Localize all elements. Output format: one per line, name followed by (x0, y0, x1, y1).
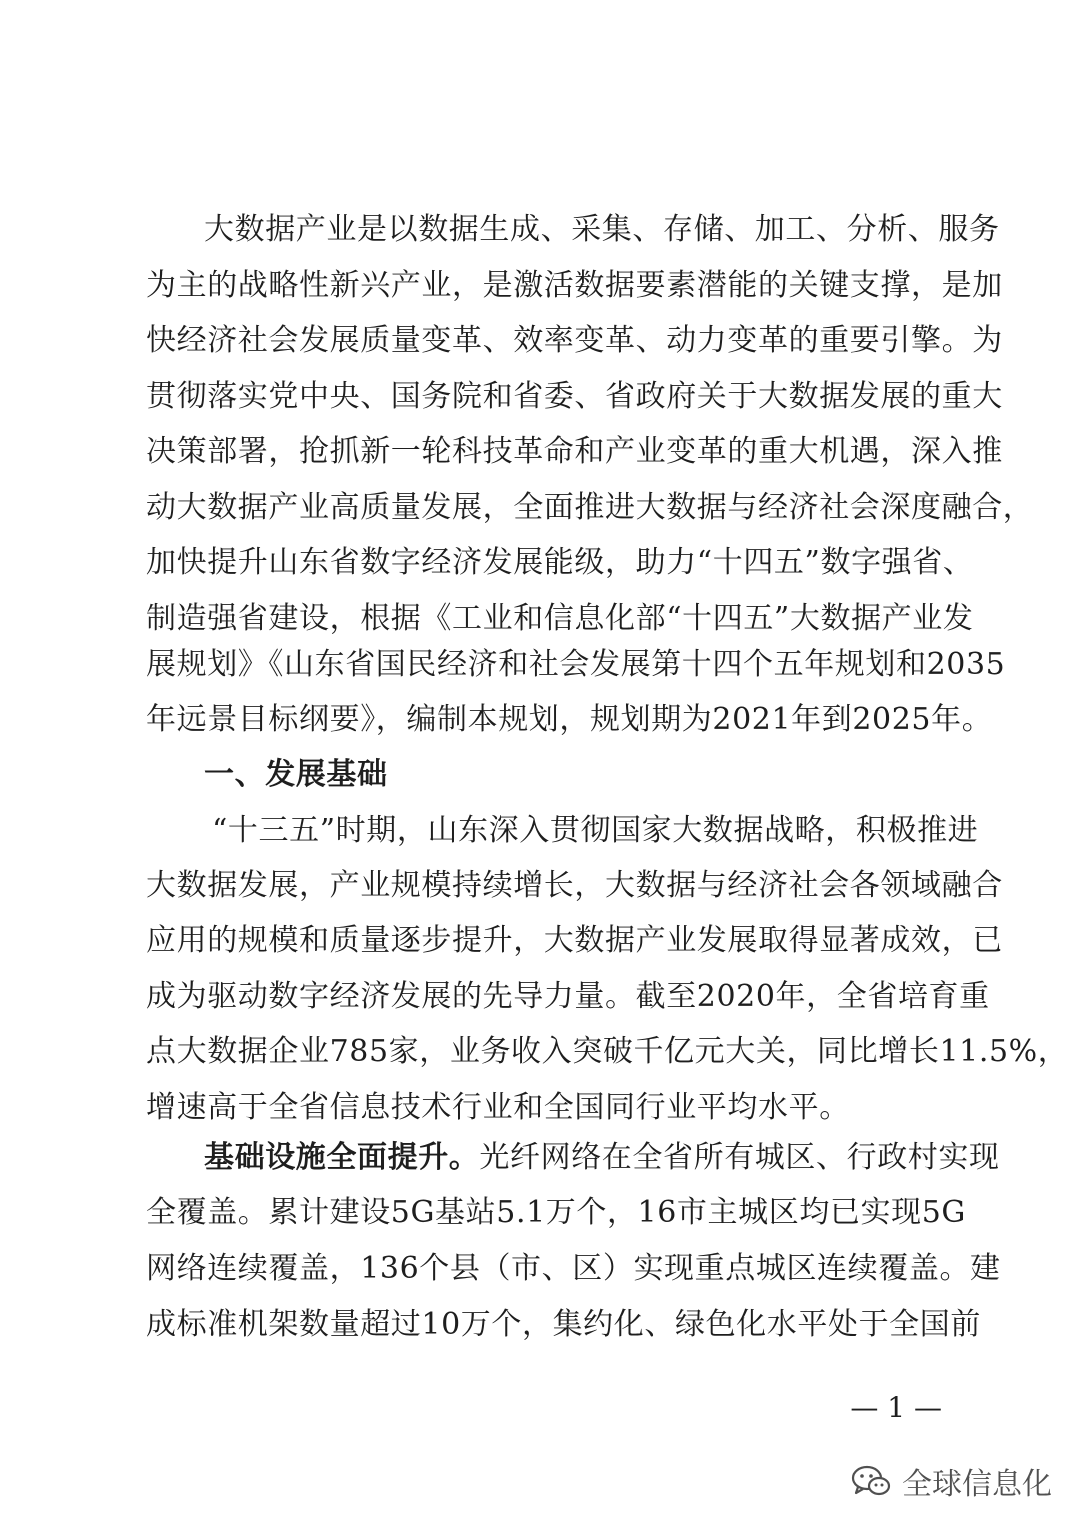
paragraph-line: 展规划》《山东省国民经济和社会发展第十四个五年规划和2035 (146, 647, 1006, 682)
paragraph-line: “十三五”时期，山东深入贯彻国家大数据战略，积极推进 (212, 813, 979, 848)
paragraph-line: 成为驱动数字经济发展的先导力量。截至2020年，全省培育重 (146, 979, 990, 1014)
paragraph-line: 全覆盖。累计建设5G基站5.1万个，16市主城区均已实现5G (146, 1195, 966, 1230)
paragraph-line: 大数据发展，产业规模持续增长，大数据与经济社会各领域融合 (146, 868, 1003, 903)
paragraph-lead-rest: 光纤网络在全省所有城区、行政村实现 (479, 1140, 1000, 1175)
paragraph-lead-bold: 基础设施全面提升。 (204, 1140, 480, 1175)
watermark-text: 全球信息化 (902, 1467, 1052, 1502)
paragraph-line: 动大数据产业高质量发展，全面推进大数据与经济社会深度融合， (146, 490, 1034, 525)
paragraph-line: 加快提升山东省数字经济发展能级，助力“十四五”数字强省、 (146, 545, 974, 580)
paragraph-line: 制造强省建设，根据《工业和信息化部“十四五”大数据产业发 (146, 601, 974, 636)
paragraph-line: 大数据产业是以数据生成、采集、存储、加工、分析、服务 (204, 212, 1000, 247)
wechat-watermark (850, 1456, 1052, 1506)
paragraph-line: 贯彻落实党中央、国务院和省委、省政府关于大数据发展的重大 (146, 379, 1003, 414)
page-number: — 1 — (850, 1391, 942, 1424)
wechat-icon (850, 1463, 892, 1499)
paragraph-line: 增速高于全省信息技术行业和全国同行业平均水平。 (146, 1090, 850, 1125)
paragraph-line: 决策部署，抢抓新一轮科技革命和产业变革的重大机遇，深入推 (146, 434, 1003, 469)
paragraph-line: 快经济社会发展质量变革、效率变革、动力变革的重要引擎。为 (146, 323, 1003, 358)
paragraph-line: 年远景目标纲要》，编制本规划，规划期为2021年到2025年。 (146, 702, 993, 737)
paragraph-line: 应用的规模和质量逐步提升，大数据产业发展取得显著成效，已 (146, 923, 1003, 958)
paragraph-line: 成标准机架数量超过10万个，集约化、绿色化水平处于全国前 (146, 1307, 981, 1342)
paragraph-line: 点大数据企业785家，业务收入突破千亿元大关，同比增长11.5%， (146, 1034, 1069, 1069)
paragraph-line: 网络连续覆盖，136个县（市、区）实现重点城区连续覆盖。建 (146, 1251, 1001, 1286)
paragraph-line (0, 1130, 1080, 1186)
paragraph-line: 为主的战略性新兴产业，是激活数据要素潜能的关键支撑，是加 (146, 268, 1003, 303)
section-heading: 一、发展基础 (204, 757, 388, 792)
